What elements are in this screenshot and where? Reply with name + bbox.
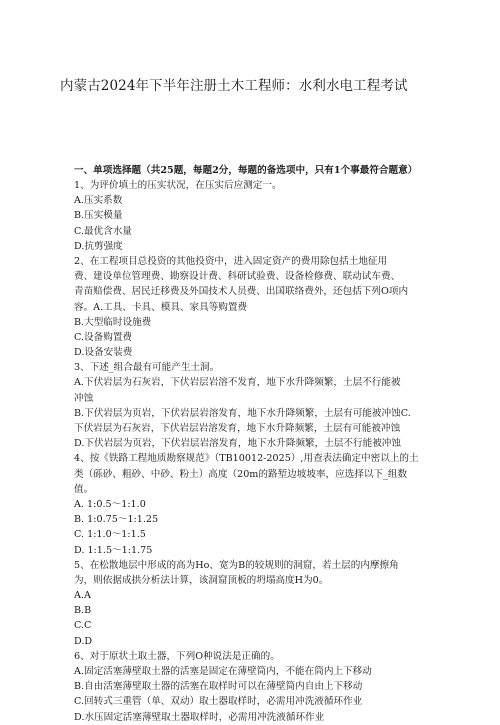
text-line: D.水压固定活塞薄壁取土器取样时，必需用冲洗液循环作业 <box>74 711 325 723</box>
text-line: 2、在工程项目总投资的其他投资中，进入固定资产的费用除包括土地征用 <box>74 255 388 267</box>
text-line: 6、对于原状土取土器，下列O种说法是正确的。 <box>74 650 280 662</box>
text-line: 费、建设单位管理费、勘察设计费、科研试验费、设备检修费、联动试车费、 <box>74 271 401 283</box>
text-line: C.回转式三重管（单、双动）取土器取样时，必需用冲洗液循环作业 <box>74 696 363 708</box>
text-line: A. 1:0.5～1:1.0 <box>74 498 146 510</box>
text-line: 下伏岩层为石灰岩，下伏岩层岩溶发育，地下水升降频繁，土层有可能被冲蚀 <box>74 423 401 434</box>
text-line: B. 1:0.75～1:1.25 <box>74 514 159 526</box>
text-line: B.自由活塞薄壁取土器的活塞在取样时可以在薄壁筒内自由上下移动 <box>74 681 363 693</box>
question-list <box>74 178 434 725</box>
text-line: 青苗赔偿费、居民迁移费及外国技术人员费、出国联络费外，还包括下列O项内 <box>74 286 409 298</box>
text-line: 冲蚀 <box>74 392 94 404</box>
text-line: A.A <box>74 590 91 602</box>
text-line: D.下伏岩层为页岩，下伏岩层岩溶发育，地下水升降频繁，土层不行能被冲蚀 <box>74 438 401 450</box>
text-line: C.最优含水量 <box>74 225 133 237</box>
text-line: 3、下述_组合最有可能产生土洞。 <box>74 362 220 374</box>
text-line: D.D <box>74 635 93 647</box>
text-line: C. 1:1.0～1:1.5 <box>74 529 146 541</box>
text-line: A.压实系数 <box>74 195 123 207</box>
text-line: D.抗剪强度 <box>74 240 123 252</box>
document-title: 内蒙古2024年下半年注册土木工程师：水利水电工程考试 <box>60 78 408 94</box>
text-line: 1、为评价填土的压实状况，在压实后应测定一。 <box>74 180 282 191</box>
text-line: 为，则依据成拱分析法计算，该洞窟顶板的坍塌高度H为0。 <box>74 574 329 586</box>
text-line: 类（砾砂、粗砂、中砂、粉土）高度（20m的路堑边坡坡率，应选择以下_组数 <box>74 468 408 480</box>
text-line: D.设备安装费 <box>74 347 133 359</box>
text-line: 5、在松散地层中形成的高为Ho、宽为B的较规则的洞窟，若土层的内摩擦角 <box>74 559 399 571</box>
text-line: B.下伏岩层为页岩，下伏岩层岩溶发育，地下水升降频繁，土层有可能被冲蚀C. <box>74 407 411 419</box>
section-heading: 一、单项选择题（共25题，每题2分，每题的备选项中，只有1个事最符合题意） <box>74 165 418 176</box>
text-line: 容。A.工具、卡具、模具、家具等购置费 <box>74 301 248 313</box>
text-line: D. 1:1.5～1:1.75 <box>74 544 153 556</box>
text-line: C.C <box>74 620 92 632</box>
text-line: B.大型临时设施费 <box>74 316 152 328</box>
text-line: B.压实模量 <box>74 210 123 222</box>
text-line: B.B <box>74 605 92 617</box>
text-line: 值。 <box>74 483 94 495</box>
text-line: A.下伏岩层为石灰岩，下伏岩层岩溶不发育，地下水升降频繁，土层不行能被 <box>74 377 401 389</box>
text-line: C.设备购置费 <box>74 331 133 343</box>
text-line: 4、按《铁路工程地质勘察规范》（TB10012-2025）,用查表法确定中密以上的土 <box>74 453 419 465</box>
text-line: A.固定活塞薄壁取土器的活塞是固定在薄壁筒内，不能在筒内上下移动 <box>74 666 372 677</box>
